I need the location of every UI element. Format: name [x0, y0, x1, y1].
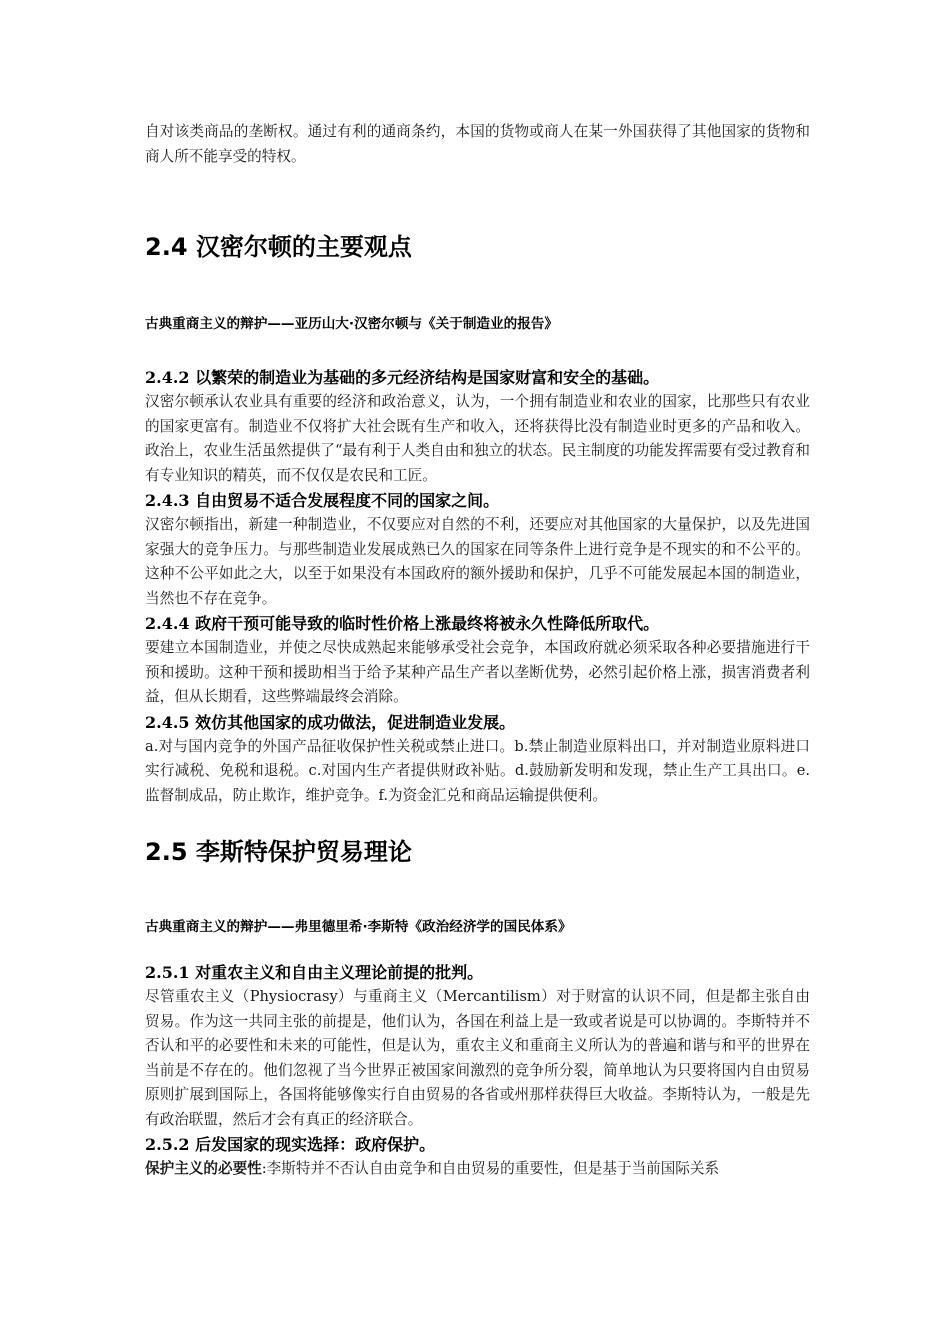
heading-2-5-1: 2.5.1 对重农主义和自由主义理论前提的批判。	[145, 963, 484, 982]
document-page	[145, 120, 810, 1182]
heading-2-4-4: 2.4.4 政府干预可能导致的临时性价格上涨最终将被永久性降低所取代。	[145, 614, 660, 633]
paragraph-2-4-5: a.对与国内竞争的外国产品征收保护性关税或禁止进口。b.禁止制造业原料出口，并对制造业原料进口实行减税、免税和退税。c.对国内生产者提供财政补贴。d.鼓励新发明和发现，禁止生产工具出口。e.监督制成品，防止欺诈，维护竞争。f.为资金汇兑和商品运输提供便利。	[145, 737, 810, 804]
section-2-4-heading: 2.4 汉密尔顿的主要观点	[145, 233, 412, 261]
paragraph-2-4-4: 要建立本国制造业，并使之尽快成熟起来能够承受社会竞争，本国政府就必须采取各种必要措施进行干预和援助。这种干预和援助相当于给予某种产品生产者以垄断优势，必然引起价格上涨，损害消费者利益，但从长期看，这些弊端最终会消除。	[145, 639, 810, 705]
section-2-4-subtitle: 古典重商主义的辩护——亚历山大·汉密尔顿与《关于制造业的报告》	[145, 316, 558, 332]
paragraph-2-5-1: 尽管重农主义（Physiocrasy）与重商主义（Mercantilism）对于财富的认识不同，但是都主张自由贸易。作为这一共同主张的前提是，他们认为，各国在利益上是一致或者说是可以协调的。李斯特并不否认和平的必要性和未来的可能性，但是认为，重农主义和重商主义所认为的普遍和谐与和平的世界在当前是不存在的。他们忽视了当今世界正被国家间激烈的竞争所分裂，简单地认为只要将国内自由贸易原则扩展到国际上，各国将能够像实行自由贸易的各省或州那样获得巨大收益。李斯特认为，一般是先有政治联盟，然后才会有真正的经济联合。	[145, 988, 810, 1128]
paragraph-2-5-2-lead: 保护主义的必要性	[145, 1160, 262, 1177]
section-2-5-heading: 2.5 李斯特保护贸易理论	[145, 838, 412, 866]
paragraph-2-4-3: 汉密尔顿指出，新建一种制造业，不仅要应对自然的不利，还要应对其他国家的大量保护，以及先进国家强大的竞争压力。与那些制造业发展成熟已久的国家在同等条件上进行竞争是不现实的和不公平的。这种不公平如此之大，以至于如果没有本国政府的额外援助和保护，几乎不可能发展起本国的制造业，当然也不存在竞争。	[145, 516, 810, 607]
paragraph-2-4-2: 汉密尔顿承认农业具有重要的经济和政治意义，认为，一个拥有制造业和农业的国家，比那些只有农业的国家更富有。制造业不仅将扩大社会既有生产和收入，还将获得比没有制造业时更多的产品和收入。政治上，农业生活虽然提供了“最有利于人类自由和独立的状态。民主制度的功能发挥需要有受过教育和有专业知识的精英，而不仅仅是农民和工匠。	[145, 393, 810, 484]
heading-2-4-5: 2.4.5 效仿其他国家的成功做法，促进制造业发展。	[145, 712, 516, 732]
heading-2-5-2: 2.5.2 后发国家的现实选择：政府保护。	[145, 1135, 436, 1154]
heading-2-4-3: 2.4.3 自由贸易不适合发展程度不同的国家之间。	[145, 491, 500, 510]
intro-paragraph: 自对该类商品的垄断权。通过有利的通商条约，本国的货物或商人在某一外国获得了其他国家的货物和商人所不能享受的特权。	[145, 123, 810, 165]
heading-2-4-2: 2.4.2 以繁荣的制造业为基础的多元经济结构是国家财富和安全的基础。	[145, 368, 660, 387]
paragraph-2-5-2-text: :李斯特并不否认自由竞争和自由贸易的重要性，但是基于当前国际关系	[261, 1160, 720, 1177]
paragraph-2-5-2	[145, 1157, 810, 1182]
section-2-5-subtitle: 古典重商主义的辩护——弗里德里希·李斯特《政治经济学的国民体系》	[145, 919, 572, 935]
